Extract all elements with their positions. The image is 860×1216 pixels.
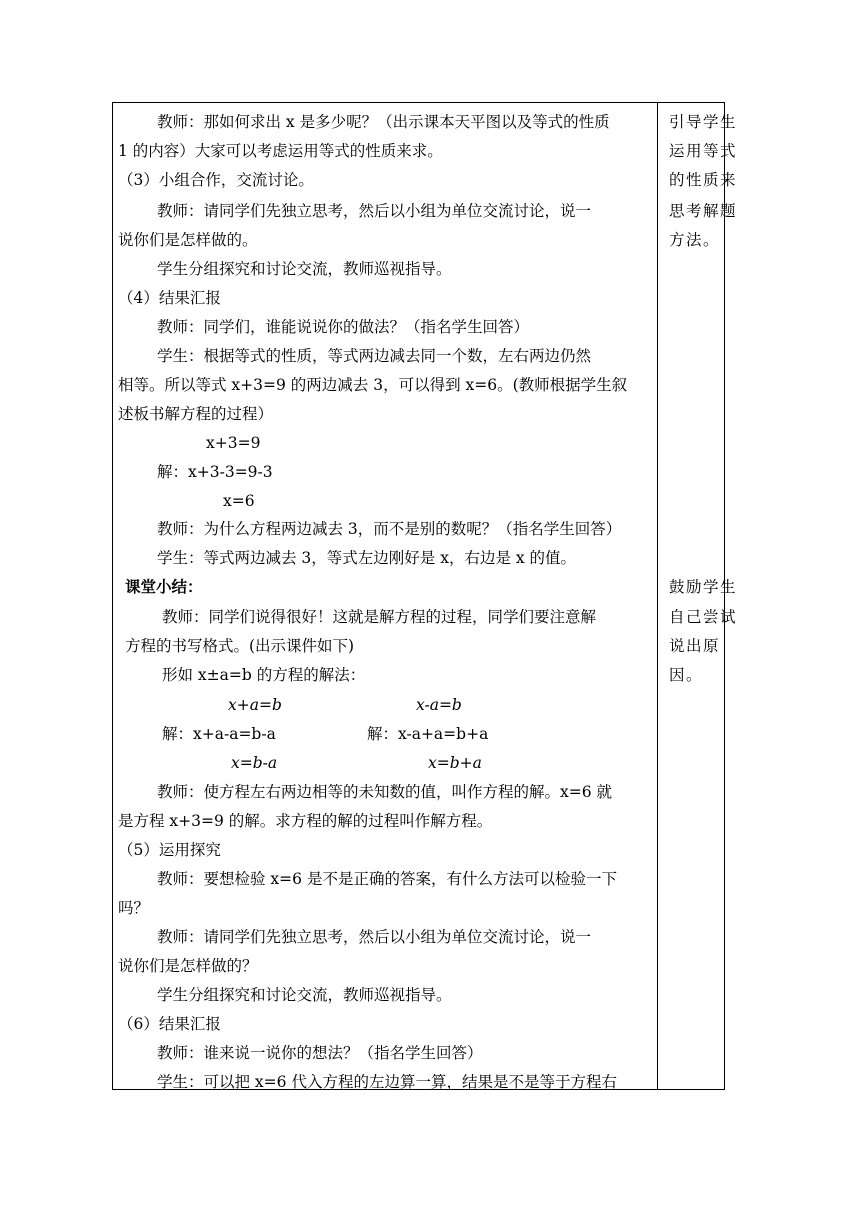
text-line: 教师：谁来说一说你的想法？（指名学生回答） <box>157 1044 483 1062</box>
side-note-line: 的性质来 <box>669 171 738 189</box>
equation: x=b+a <box>428 754 482 772</box>
text-line: 学生分组探究和讨论交流，教师巡视指导。 <box>157 260 452 278</box>
text-line: 学生：根据等式的性质，等式两边减去同一个数，左右两边仍然 <box>157 347 592 365</box>
text-line: 教师：使方程左右两边相等的未知数的值，叫作方程的解。x=6 就 <box>157 783 613 801</box>
equation: x+a=b <box>228 696 282 714</box>
text-line: 学生分组探究和讨论交流，教师巡视指导。 <box>157 986 452 1004</box>
side-note-line: 思考解题 <box>669 202 738 220</box>
equation: x=b-a <box>231 754 278 772</box>
text-line: 说你们是怎样做的。 <box>118 231 258 249</box>
lesson-table <box>112 102 738 1091</box>
text-line: 是方程 x+3=9 的解。求方程的解的过程叫作解方程。 <box>118 812 493 830</box>
side-note-line: 运用等式 <box>669 142 738 160</box>
side-note-line: 方法。 <box>669 231 721 249</box>
side-note-line: 鼓励学生 <box>669 578 738 596</box>
text-line: 教师：请同学们先独立思考，然后以小组为单位交流讨论，说一 <box>157 202 592 220</box>
text-line: 形如 x±a=b 的方程的解法： <box>162 666 366 684</box>
text-line: 教师：请同学们先独立思考，然后以小组为单位交流讨论，说一 <box>157 928 592 946</box>
equation: x-a=b <box>416 696 462 714</box>
equation: 解：x+3-3=9-3 <box>157 463 273 481</box>
equation: 解：x-a+a=b+a <box>367 725 489 743</box>
equation: x=6 <box>223 492 255 510</box>
text-line: 学生：可以把 x=6 代入方程的左边算一算，结果是不是等于方程右 <box>157 1073 617 1091</box>
summary-heading: 课堂小结： <box>125 577 203 596</box>
text-line: 说你们是怎样做的？ <box>118 957 258 975</box>
side-note-line: 引导学生 <box>669 113 738 131</box>
section-heading: （5）运用探究 <box>118 841 221 859</box>
column-divider <box>657 103 658 1089</box>
side-note-line: 自己尝试 <box>669 608 738 626</box>
text-line: （3）小组合作，交流讨论。 <box>118 171 314 189</box>
text-line: 教师：同学们，谁能说说你的做法？（指名学生回答） <box>157 318 530 336</box>
equation: x+3=9 <box>206 434 261 452</box>
section-heading: （4）结果汇报 <box>118 289 221 307</box>
text-line: 教师：同学们说得很好！这就是解方程的过程，同学们要注意解 <box>162 608 597 626</box>
text-line: 学生：等式两边减去 3，等式左边刚好是 x，右边是 x 的值。 <box>157 549 577 567</box>
text-line: 吗？ <box>118 899 150 917</box>
text-line: 教师：要想检验 x=6 是不是正确的答案，有什么方法可以检验一下 <box>157 870 617 888</box>
side-note-line: 因。 <box>669 666 704 684</box>
text-line: 教师：那如何求出 x 是多少呢？（出示课本天平图以及等式的性质 <box>157 113 610 131</box>
text-line: 方程的书写格式。(出示课件如下) <box>125 637 355 655</box>
section-heading: （6）结果汇报 <box>118 1015 221 1033</box>
text-line: 相等。所以等式 x+3=9 的两边减去 3，可以得到 x=6。(教师根据学生叙 <box>118 376 628 394</box>
side-note-line: 说出原 <box>669 637 721 655</box>
text-line: 述板书解方程的过程） <box>118 405 274 423</box>
text-line: 1 的内容）大家可以考虑运用等式的性质来求。 <box>118 142 443 160</box>
text-line: 教师：为什么方程两边减去 3，而不是别的数呢？（指名学生回答） <box>157 520 622 538</box>
equation: 解：x+a-a=b-a <box>162 725 276 743</box>
